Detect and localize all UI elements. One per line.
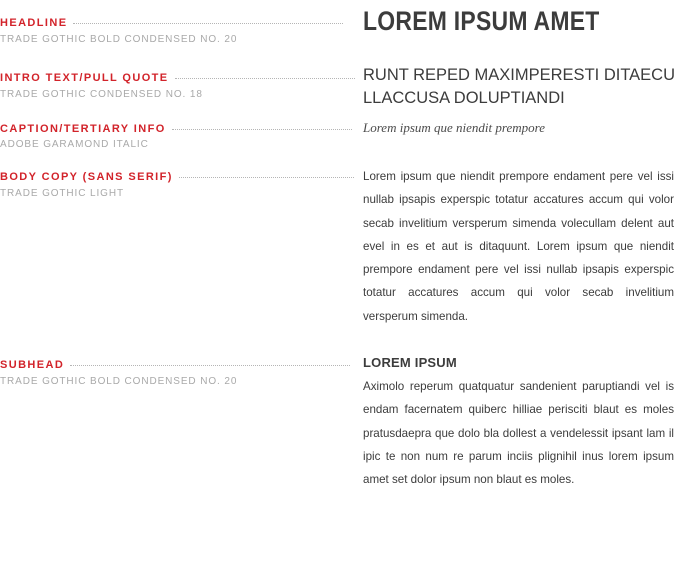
- subhead-label-row: [0, 359, 350, 371]
- headline-sample: LOREM IPSUM AMET: [363, 6, 600, 36]
- subhead-body-sample: Aximolo reperum quatquatur sandenient paruptiandi vel is endam facernatem quiberc hilliae perisciti blaut es moles pratusdaepra que dolo bla dollest a vendelessit ipsant lam il ipic te non num re parum inciis plignihil inus lorem ipsum amet set dolor ipsum non blaut es moles.: [363, 380, 674, 487]
- intro-label: INTRO TEXT/PULL QUOTE: [0, 72, 169, 84]
- caption-label: CAPTION/TERTIARY INFO: [0, 123, 166, 135]
- body-copy-sample: Lorem ipsum que niendit prempore endament pere vel issi nullab ipsapis experspic totatur accatures accum qui volor secab invelitium versperum simenda volecullam delent aut evel in es et aut is ditaquunt. Lorem ipsum que niendit prempore endament pere vel issi nullab ipsapis experspic totatur accatures accum qui volor secab invelitium versperum simenda.: [363, 170, 674, 323]
- caption-sample: Lorem ipsum que niendit prempore: [363, 120, 545, 135]
- intro-leader-line: [175, 78, 355, 79]
- intro-font-spec: TRADE GOTHIC CONDENSED NO. 18: [0, 89, 203, 100]
- body-font-spec: TRADE GOTHIC LIGHT: [0, 188, 124, 199]
- headline-font-spec: TRADE GOTHIC BOLD CONDENSED NO. 20: [0, 34, 238, 45]
- headline-label: HEADLINE: [0, 17, 68, 29]
- subhead-sample: LOREM IPSUM: [363, 355, 457, 370]
- headline-label-row: [0, 17, 343, 29]
- caption-font-spec: ADOBE GARAMOND ITALIC: [0, 139, 149, 150]
- intro-sample: RUNT REPED MAXIMPERESTI DITAECU LLACCUSA DOLUPTIANDI: [363, 66, 676, 107]
- caption-leader-line: [172, 129, 352, 130]
- subhead-font-spec: TRADE GOTHIC BOLD CONDENSED NO. 20: [0, 376, 238, 387]
- body-label-row: [0, 171, 354, 183]
- intro-label-row: [0, 72, 355, 84]
- caption-label-row: [0, 123, 352, 135]
- headline-leader-line: [73, 23, 343, 24]
- body-label: BODY COPY (SANS SERIF): [0, 171, 173, 183]
- subhead-label: SUBHEAD: [0, 359, 65, 371]
- subhead-leader-line: [70, 365, 350, 366]
- body-leader-line: [179, 177, 354, 178]
